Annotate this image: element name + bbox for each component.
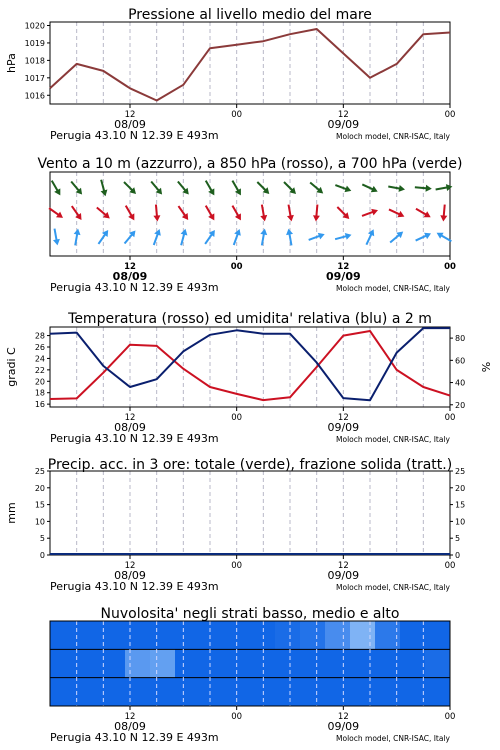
y-tick-label: 1016 — [24, 91, 45, 101]
arrow-head — [345, 233, 352, 240]
credit-label: Moloch model, CNR-ISAC, Italy — [336, 583, 450, 592]
cloud-cell — [200, 621, 226, 650]
x-tick-label: 12 — [124, 561, 136, 571]
day-label: 09/09 — [326, 270, 361, 283]
y-tick-label: 26 — [34, 343, 45, 352]
cloud-cell — [400, 678, 426, 707]
wind-10m-arrow — [98, 230, 108, 244]
y-tick-label: 5 — [39, 534, 45, 544]
y-tick-label: 20 — [34, 377, 45, 387]
cloud-cell — [150, 678, 176, 707]
wind-10m-arrow — [125, 231, 136, 244]
y2-tick-label: 10 — [455, 517, 466, 527]
arrow-head — [153, 215, 160, 221]
y-tick-label: 1019 — [24, 38, 45, 48]
cloud-cell — [175, 649, 201, 678]
panel-title: Pressione al livello medio del mare — [128, 7, 372, 23]
day-label: 08/09 — [112, 270, 148, 283]
pressure-line — [50, 29, 450, 101]
cloud-cell — [400, 621, 426, 650]
location-label: Perugia 43.10 N 12.39 E 493m — [50, 129, 219, 142]
wind-10m-arrow — [181, 229, 188, 245]
cloud-cell — [225, 649, 251, 678]
day-label: 09/09 — [327, 421, 360, 434]
cloud-cell — [275, 621, 301, 650]
x-tick-label: 00 — [231, 561, 243, 571]
arrow-head — [313, 215, 320, 221]
day-label: 09/09 — [327, 720, 360, 733]
wind-10m-arrow — [416, 233, 431, 241]
arrow-head — [426, 185, 432, 192]
x-tick-label: 00 — [444, 561, 456, 571]
panel-title: Vento a 10 m (azzurro), a 850 hPa (rosso), a 700 hPa (verde) — [37, 156, 463, 172]
cloud-cell — [325, 621, 351, 650]
arrow-head — [440, 215, 447, 221]
y2-tick-label: 60 — [455, 356, 466, 366]
y-tick-label: 10 — [34, 517, 45, 527]
y2-tick-label: 40 — [455, 378, 466, 388]
day-label: 09/09 — [327, 569, 360, 582]
cloud-cell — [425, 621, 451, 650]
location-label: Perugia 43.10 N 12.39 E 493m — [50, 580, 219, 593]
x-tick-label: 00 — [444, 712, 456, 722]
cloud-cell — [425, 678, 451, 707]
cloud-cell — [125, 649, 151, 678]
cloud-cell — [275, 649, 301, 678]
y-tick-label: 28 — [34, 331, 45, 341]
x-tick-label: 12 — [124, 262, 136, 272]
wind-10m-arrow — [234, 229, 241, 245]
location-label: Perugia 43.10 N 12.39 E 493m — [50, 281, 219, 294]
wind-10m-arrow — [390, 232, 403, 243]
arrow-head — [446, 184, 453, 191]
wind-10m-arrow — [154, 229, 161, 245]
wind-700-arrow — [178, 181, 189, 194]
wind-700-arrow — [52, 181, 61, 196]
y-tick-label: 1017 — [24, 73, 45, 83]
credit-label: Moloch model, CNR-ISAC, Italy — [336, 284, 450, 293]
wind-700-arrow — [71, 181, 82, 194]
y2-tick-label: 5 — [455, 534, 461, 544]
x-tick-label: 12 — [124, 413, 136, 423]
wind-700-arrow — [257, 182, 269, 194]
y-tick-label: 1020 — [24, 21, 45, 31]
cloud-cell — [350, 678, 376, 707]
cloud-cell — [400, 649, 426, 678]
cloud-cell — [300, 649, 326, 678]
y2-tick-label: 15 — [455, 500, 466, 510]
y-tick-label: 25 — [34, 467, 45, 476]
y2-tick-label: 80 — [455, 334, 466, 344]
y-tick-label: 24 — [34, 354, 45, 364]
y-axis-label: mm — [5, 502, 18, 524]
cloud-cell — [250, 621, 276, 650]
x-tick-label: 12 — [124, 712, 136, 722]
wind-850-arrow — [313, 205, 320, 222]
y2-tick-label: 20 — [455, 483, 466, 493]
cloud-cell — [75, 678, 101, 707]
cloud-cell — [50, 621, 76, 650]
cloud-cell — [350, 621, 376, 650]
wind-700-arrow — [151, 181, 162, 194]
y-axis-label: gradi C — [5, 347, 18, 387]
y-tick-label: 20 — [34, 483, 45, 493]
panel-title: Nuvolosita' negli strati basso, medio e alto — [100, 606, 400, 622]
x-tick-label: 12 — [337, 262, 350, 272]
x-tick-label: 00 — [230, 262, 243, 272]
wind-700-arrow — [284, 182, 296, 194]
day-label: 08/09 — [114, 421, 146, 434]
y-tick-label: 0 — [39, 551, 45, 560]
cloud-cell — [200, 678, 226, 707]
cloud-cell — [350, 649, 376, 678]
cloud-cell — [425, 649, 451, 678]
y2-tick-label: 0 — [455, 551, 461, 560]
y2-tick-label: 20 — [455, 400, 466, 410]
wind-700-arrow — [415, 185, 432, 192]
x-tick-label: 12 — [337, 413, 349, 423]
y-axis-label: hPa — [5, 53, 18, 73]
y2-axis-label: % — [480, 361, 493, 373]
y-tick-label: 16 — [34, 400, 45, 410]
cloud-cell — [300, 621, 326, 650]
arrow-head — [287, 215, 294, 222]
day-label: 08/09 — [114, 118, 146, 131]
wind-10m-arrow — [205, 230, 215, 244]
x-tick-label: 12 — [337, 712, 349, 722]
arrow-head — [53, 239, 60, 246]
arrow-head — [101, 190, 108, 197]
cloud-cell — [225, 621, 251, 650]
y2-tick-label: 25 — [455, 467, 466, 476]
wind-700-arrow — [101, 180, 108, 196]
cloud-cell — [225, 678, 251, 707]
credit-label: Moloch model, CNR-ISAC, Italy — [336, 734, 450, 743]
x-tick-label: 00 — [231, 110, 243, 120]
y-tick-label: 18 — [34, 388, 45, 398]
x-tick-label: 00 — [444, 110, 456, 120]
wind-700-arrow — [124, 182, 136, 194]
cloud-cell — [150, 649, 176, 678]
cloud-cell — [175, 678, 201, 707]
x-tick-label: 00 — [444, 262, 456, 272]
cloud-cell — [300, 678, 326, 707]
wind-850-arrow — [440, 205, 447, 222]
humidity-line — [50, 328, 450, 400]
wind-700-arrow — [362, 184, 377, 192]
cloud-cell — [150, 621, 176, 650]
wind-850-arrow — [153, 205, 160, 222]
panel-title: Precip. acc. in 3 ore: totale (verde), frazione solida (tratt.) — [47, 457, 453, 473]
cloud-cell — [50, 649, 76, 678]
day-label: 09/09 — [327, 118, 360, 131]
cloud-cell — [250, 649, 276, 678]
x-tick-label: 12 — [337, 110, 349, 120]
wind-850-arrow — [49, 208, 63, 218]
plot-frame — [50, 172, 450, 256]
y-tick-label: 22 — [34, 365, 45, 375]
cloud-cell — [325, 678, 351, 707]
y-tick-label: 15 — [34, 500, 45, 510]
day-label: 08/09 — [114, 569, 146, 582]
cloud-cell — [125, 621, 151, 650]
plot-frame — [50, 22, 450, 104]
location-label: Perugia 43.10 N 12.39 E 493m — [50, 432, 219, 445]
wind-700-arrow — [310, 183, 323, 194]
arrow-head — [181, 229, 188, 236]
day-label: 08/09 — [114, 720, 146, 733]
wind-10m-arrow — [53, 229, 60, 246]
cloud-cell — [200, 649, 226, 678]
cloud-cell — [75, 621, 101, 650]
cloud-cell — [275, 678, 301, 707]
credit-label: Moloch model, CNR-ISAC, Italy — [336, 435, 450, 444]
x-tick-label: 00 — [231, 712, 243, 722]
plot-frame — [50, 471, 450, 555]
x-tick-label: 12 — [337, 561, 349, 571]
x-tick-label: 00 — [444, 413, 456, 423]
cloud-cell — [175, 621, 201, 650]
x-tick-label: 12 — [124, 110, 136, 120]
cloud-cell — [75, 649, 101, 678]
cloud-cell — [125, 678, 151, 707]
wind-10m-arrow — [437, 233, 452, 242]
cloud-cell — [50, 678, 76, 707]
cloud-cell — [250, 678, 276, 707]
cloud-cell — [325, 649, 351, 678]
x-tick-label: 00 — [231, 413, 243, 423]
location-label: Perugia 43.10 N 12.39 E 493m — [50, 731, 219, 744]
credit-label: Moloch model, CNR-ISAC, Italy — [336, 132, 450, 141]
arrow-head — [260, 215, 267, 222]
y-tick-label: 1018 — [24, 56, 45, 66]
panel-title: Temperatura (rosso) ed umidita' relativa (blu) a 2 m — [68, 311, 432, 327]
arrow-head — [399, 185, 406, 192]
